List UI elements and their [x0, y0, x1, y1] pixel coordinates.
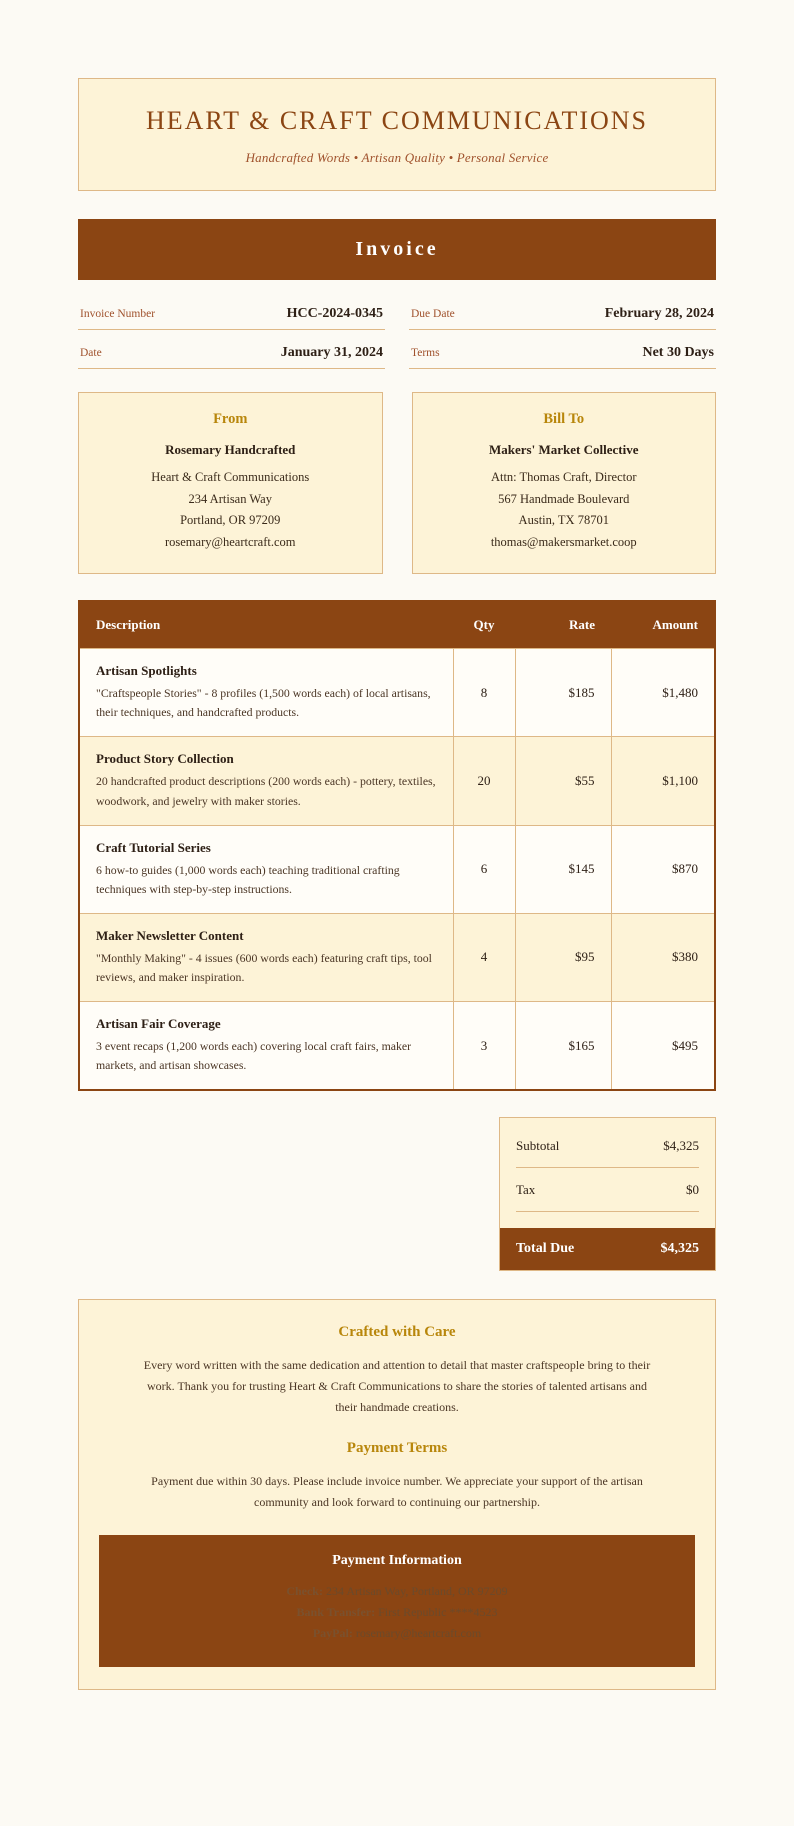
company-tagline: Handcrafted Words • Artisan Quality • Personal Service	[245, 150, 549, 166]
from-line-3: Portland, OR 97209	[180, 513, 281, 528]
header-rate: Rate	[515, 601, 611, 649]
totals-section	[78, 1117, 716, 1271]
meta-row-date	[78, 341, 385, 369]
payment-method-paypal	[115, 1623, 679, 1644]
item-amount: $380	[611, 913, 715, 1001]
item-amount: $495	[611, 1002, 715, 1091]
item-qty: 20	[453, 737, 515, 825]
item-rate: $55	[515, 737, 611, 825]
due-date-value: February 28, 2024	[604, 306, 714, 322]
item-title: Maker Newsletter Content	[96, 927, 244, 943]
table-row	[79, 825, 715, 913]
payment-check-value: 234 Artisan Way, Portland, OR 97209	[325, 1583, 508, 1598]
payment-bank-value: First Republic ****4523	[378, 1605, 498, 1620]
subtotal-label: Subtotal	[516, 1138, 560, 1154]
payment-information-title: Payment Information	[332, 1552, 462, 1568]
payment-method-check	[115, 1581, 679, 1602]
item-rate: $165	[515, 1002, 611, 1091]
item-description: 20 handcrafted product descriptions (200 words each) - pottery, textiles, woodwork, and jewelry with maker stories.	[96, 774, 436, 808]
item-qty: 6	[453, 825, 515, 913]
meta-row-terms	[409, 341, 716, 369]
line-items-body	[79, 649, 715, 1091]
from-block	[78, 392, 383, 574]
item-description: "Craftspeople Stories" - 8 profiles (1,500 words each) of local artisans, their techniques, and handcrafted products.	[96, 686, 431, 720]
bill-to-name: Makers' Market Collective	[489, 442, 639, 458]
subtotal-value: $4,325	[663, 1138, 699, 1154]
payment-check-label: Check:	[286, 1583, 323, 1598]
terms-label: Terms	[411, 347, 440, 360]
parties-section	[78, 392, 716, 574]
item-description: "Monthly Making" - 4 issues (600 words each) featuring craft tips, tool reviews, and maker inspiration.	[96, 950, 432, 984]
item-rate: $185	[515, 649, 611, 737]
item-title: Product Story Collection	[96, 751, 234, 767]
item-amount: $1,100	[611, 737, 715, 825]
bill-to-line-1: Attn: Thomas Craft, Director	[490, 470, 637, 485]
item-qty: 8	[453, 649, 515, 737]
invoice-number-label: Invoice Number	[80, 308, 156, 321]
item-description: 6 how-to guides (1,000 words each) teaching traditional crafting techniques with step-by-step instructions.	[96, 862, 400, 896]
meta-row-invoice-number	[78, 302, 385, 330]
payment-information-block	[99, 1535, 695, 1667]
total-due-row	[500, 1228, 715, 1270]
item-rate: $95	[515, 913, 611, 1001]
header-description: Description	[79, 601, 453, 649]
table-row	[79, 913, 715, 1001]
total-due-value: $4,325	[660, 1241, 699, 1257]
from-title: From	[213, 411, 248, 428]
date-value: January 31, 2024	[280, 345, 383, 361]
from-email: rosemary@heartcraft.com	[164, 534, 296, 549]
terms-value: Net 30 Days	[642, 345, 714, 361]
bill-to-title: Bill To	[543, 411, 585, 428]
meta-row-due-date	[409, 302, 716, 330]
total-due-label: Total Due	[516, 1241, 575, 1257]
header-amount: Amount	[611, 601, 715, 649]
date-label: Date	[80, 347, 102, 360]
due-date-label: Due Date	[411, 308, 455, 321]
invoice-title-banner: Invoice	[78, 219, 716, 280]
from-name: Rosemary Handcrafted	[165, 442, 296, 458]
crafted-with-care-heading: Crafted with Care	[338, 1324, 456, 1341]
tax-row	[516, 1176, 699, 1212]
table-row	[79, 737, 715, 825]
item-title: Artisan Spotlights	[96, 663, 197, 679]
header-qty: Qty	[453, 601, 515, 649]
totals-lines	[500, 1118, 715, 1222]
payment-paypal-label: PayPal:	[312, 1626, 353, 1641]
tax-label: Tax	[516, 1182, 536, 1198]
item-qty: 3	[453, 1002, 515, 1091]
item-amount: $870	[611, 825, 715, 913]
footer-section	[78, 1299, 716, 1689]
row-description-cell	[79, 913, 453, 1001]
item-description: 3 event recaps (1,200 words each) covering local craft fairs, maker markets, and artisan showcases.	[96, 1039, 412, 1073]
item-rate: $145	[515, 825, 611, 913]
table-header-row	[79, 601, 715, 649]
bill-to-email: thomas@makersmarket.coop	[490, 534, 637, 549]
line-items-header	[79, 601, 715, 649]
row-description-cell	[79, 1002, 453, 1091]
from-line-2: 234 Artisan Way	[188, 491, 272, 506]
row-description-cell	[79, 649, 453, 737]
table-row	[79, 649, 715, 737]
subtotal-row	[516, 1132, 699, 1168]
line-items-table	[78, 600, 716, 1091]
payment-method-bank	[115, 1602, 679, 1623]
letterhead	[78, 78, 716, 191]
invoice-number-value: HCC-2024-0345	[286, 306, 383, 322]
from-line-1: Heart & Craft Communications	[151, 470, 310, 485]
item-title: Craft Tutorial Series	[96, 839, 211, 855]
company-name: HEART & CRAFT COMMUNICATIONS	[145, 106, 649, 135]
row-description-cell	[79, 825, 453, 913]
tax-value: $0	[686, 1182, 699, 1198]
invoice-meta	[78, 302, 716, 380]
item-amount: $1,480	[611, 649, 715, 737]
payment-paypal-value: rosemary@heartcraft.com	[355, 1626, 482, 1641]
bill-to-line-3: Austin, TX 78701	[518, 513, 609, 528]
table-row	[79, 1002, 715, 1091]
payment-terms-heading: Payment Terms	[346, 1439, 448, 1456]
payment-terms-text: Payment due within 30 days. Please include invoice number. We appreciate your support of the artisan community and look forward to continuing our partnership.	[151, 1473, 643, 1509]
bill-to-line-2: 567 Handmade Boulevard	[498, 491, 630, 506]
crafted-with-care-text: Every word written with the same dedication and attention to detail that master craftspeople bring to their work. Thank you for trusting Heart & Craft Communications to share the stories of talented artisans and their handmade creations.	[143, 1358, 651, 1415]
item-qty: 4	[453, 913, 515, 1001]
item-title: Artisan Fair Coverage	[96, 1016, 221, 1032]
totals-box	[499, 1117, 716, 1271]
row-description-cell	[79, 737, 453, 825]
payment-bank-label: Bank Transfer:	[296, 1605, 376, 1620]
bill-to-block	[412, 392, 717, 574]
